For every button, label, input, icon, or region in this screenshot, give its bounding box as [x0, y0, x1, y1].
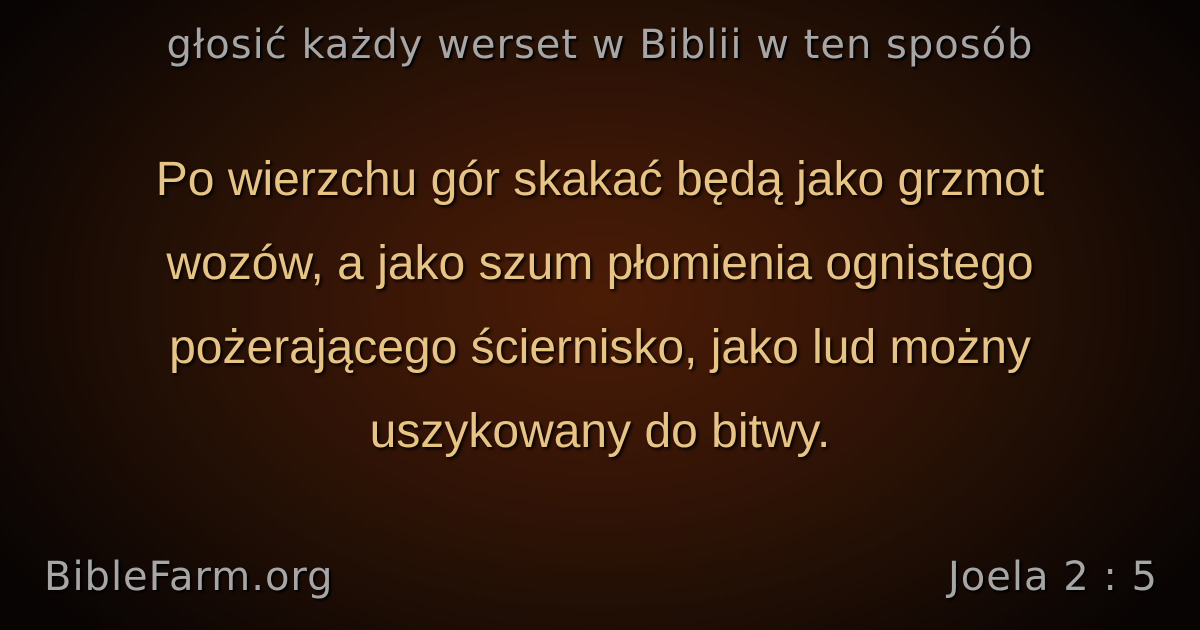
verse-line: pożerającego ściernisko, jako lud możny	[169, 321, 1031, 374]
site-name: BibleFarm.org	[44, 554, 334, 600]
verse-line: Po wierzchu gór skakać będą jako grzmot	[155, 153, 1045, 206]
tagline: głosić każdy werset w Biblii w ten sposób	[166, 22, 1034, 68]
verse-reference: Joela 2 : 5	[947, 554, 1158, 600]
verse-line: uszykowany do bitwy.	[369, 405, 831, 458]
verse-text	[60, 138, 1140, 474]
verse-line: wozów, a jako szum płomienia ognistego	[166, 237, 1034, 290]
